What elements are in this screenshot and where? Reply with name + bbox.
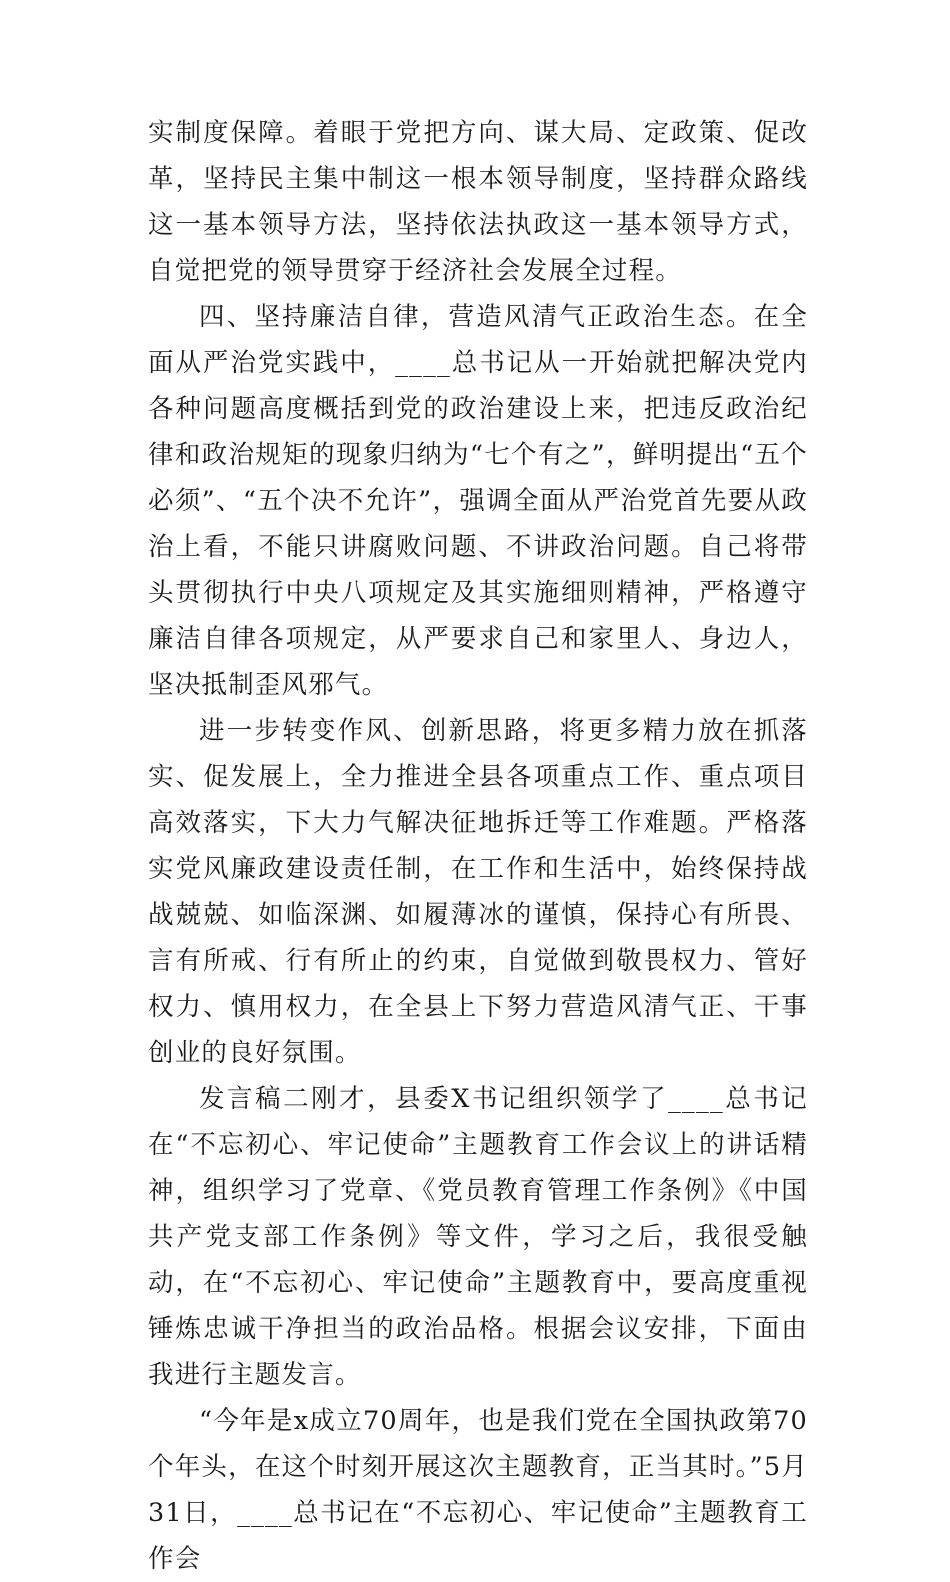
paragraph-4: 发言稿二刚才，县委X书记组织领学了____总书记在“不忘初心、牢记使命”主题教育工作会议上的讲话精神，组织学习了党章、《党员教育管理工作条例》《中国共产党支部工作条例》等文件，学习之后，我很受触动，在“不忘初心、牢记使命”主题教育中，要高度重视锤炼忠诚干净担当的政治品格。根据会议安排，下面由我进行主题发言。 <box>148 1084 808 1390</box>
paragraph-5: “今年是x成立70周年，也是我们党在全国执政第70个年头，在这个时刻开展这次主题教育，正当其时。”5月31日，____总书记在“不忘初心、牢记使命”主题教育工作会 <box>148 1406 808 1574</box>
paragraph-1: 实制度保障。着眼于党把方向、谋大局、定政策、促改革，坚持民主集中制这一根本领导制度，坚持群众路线这一基本领导方法，坚持依法执政这一基本领导方式，自觉把党的领导贯穿于经济社会发展全过程。 <box>148 118 808 286</box>
document-body <box>148 110 808 1582</box>
paragraph-3: 进一步转变作风、创新思路，将更多精力放在抓落实、促发展上，全力推进全县各项重点工作、重点项目高效落实，下大力气解决征地拆迁等工作难题。严格落实党风廉政建设责任制，在工作和生活中，始终保持战战兢兢、如临深渊、如履薄冰的谨慎，保持心有所畏、言有所戒、行有所止的约束，自觉做到敬畏权力、管好权力、慎用权力，在全县上下努力营造风清气正、干事创业的良好氛围。 <box>148 716 808 1068</box>
paragraph-2: 四、坚持廉洁自律，营造风清气正政治生态。在全面从严治党实践中，____总书记从一开始就把解决党内各种问题高度概括到党的政治建设上来，把违反政治纪律和政治规矩的现象归纳为“七个有之”，鲜明提出“五个必须”、“五个决不允许”，强调全面从严治党首先要从政治上看，不能只讲腐败问题、不讲政治问题。自己将带头贯彻执行中央八项规定及其实施细则精神，严格遵守廉洁自律各项规定，从严要求自己和家里人、身边人，坚决抵制歪风邪气。 <box>148 302 808 700</box>
